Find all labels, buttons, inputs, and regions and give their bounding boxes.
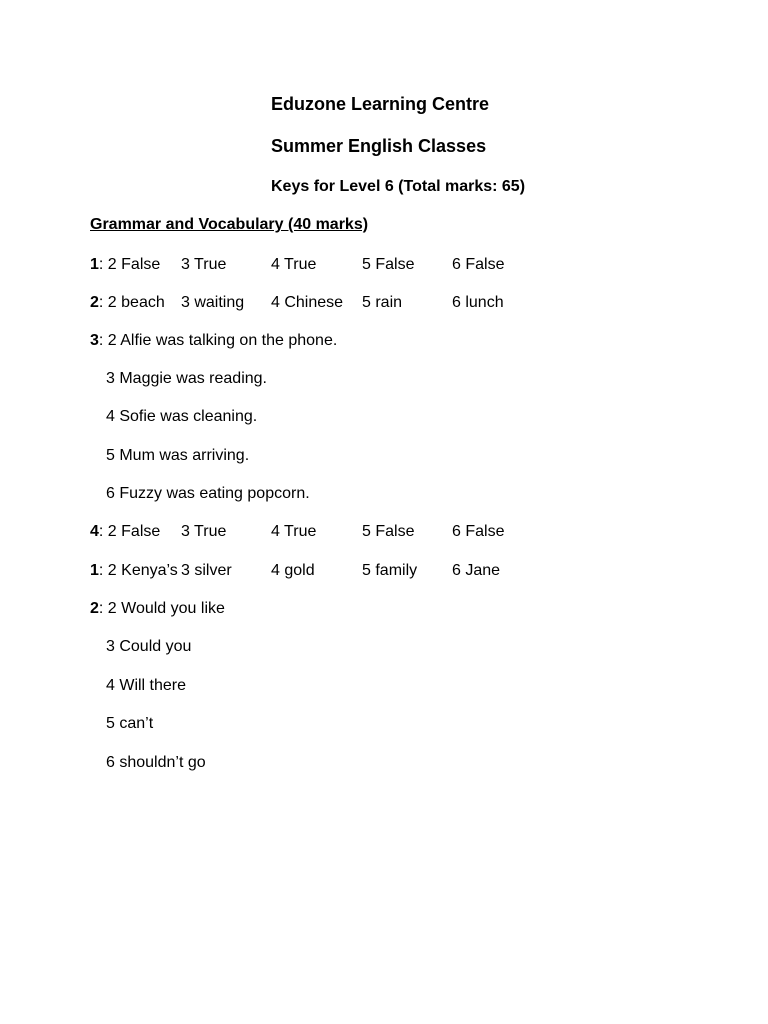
question-separator: : [98, 600, 108, 617]
question-separator: : [98, 562, 108, 579]
section-title: Grammar and Vocabulary (40 marks) [90, 216, 369, 233]
answer-cell [90, 560, 178, 582]
answer-6: 6 shouldn’t go [106, 754, 206, 771]
answer-4: 4 True [271, 256, 317, 273]
answer-2: 2 Kenya’s [107, 562, 178, 579]
answer-4: 4 Will there [106, 677, 187, 694]
answer-3: 3 silver [181, 562, 232, 579]
answer-2: 2 beach [107, 294, 165, 311]
answer-3: 3 Maggie was reading. [106, 370, 267, 387]
answer-3: 3 Could you [106, 638, 192, 655]
answer-5: 5 False [362, 256, 415, 273]
answer-4: 4 Sofie was cleaning. [106, 408, 258, 425]
answer-3: 3 True [181, 256, 227, 273]
answer-5: 5 Mum was arriving. [106, 447, 250, 464]
question-number: 4 [90, 523, 99, 540]
answer-5: 5 family [362, 562, 418, 579]
question-number: 3 [90, 332, 99, 349]
answer-6: 6 Fuzzy was eating popcorn. [106, 485, 310, 502]
question-separator: : [98, 294, 108, 311]
question-number: 2 [90, 600, 99, 617]
answer-6: 6 False [452, 523, 505, 540]
answer-5: 5 False [362, 523, 415, 540]
answer-row-q2-second [90, 598, 225, 620]
answer-4: 4 Chinese [271, 294, 344, 311]
answer-cell [90, 521, 160, 543]
answer-2: 2 False [107, 523, 161, 540]
document-subtitle: Summer English Classes [271, 136, 487, 156]
answer-4: 4 True [271, 523, 317, 540]
answer-cell [90, 292, 165, 314]
answer-5: 5 rain [362, 294, 403, 311]
answer-cell [90, 254, 160, 276]
answer-row-q3 [90, 330, 337, 352]
keys-heading: Keys for Level 6 (Total marks: 65) [271, 178, 526, 195]
answer-2: 2 False [107, 256, 161, 273]
question-number: 1 [90, 256, 99, 273]
document-title: Eduzone Learning Centre [271, 94, 490, 114]
answer-6: 6 False [452, 256, 505, 273]
answer-3: 3 waiting [181, 294, 245, 311]
question-number: 2 [90, 294, 99, 311]
answer-4: 4 gold [271, 562, 315, 579]
question-separator: : [98, 332, 108, 349]
answer-2: 2 Alfie was talking on the phone. [107, 332, 338, 349]
question-separator: : [98, 523, 108, 540]
question-separator: : [98, 256, 108, 273]
answer-5: 5 can’t [106, 715, 154, 732]
answer-3: 3 True [181, 523, 227, 540]
answer-2: 2 Would you like [107, 600, 225, 617]
question-number: 1 [90, 562, 99, 579]
answer-6: 6 Jane [452, 562, 501, 579]
answer-6: 6 lunch [452, 294, 504, 311]
